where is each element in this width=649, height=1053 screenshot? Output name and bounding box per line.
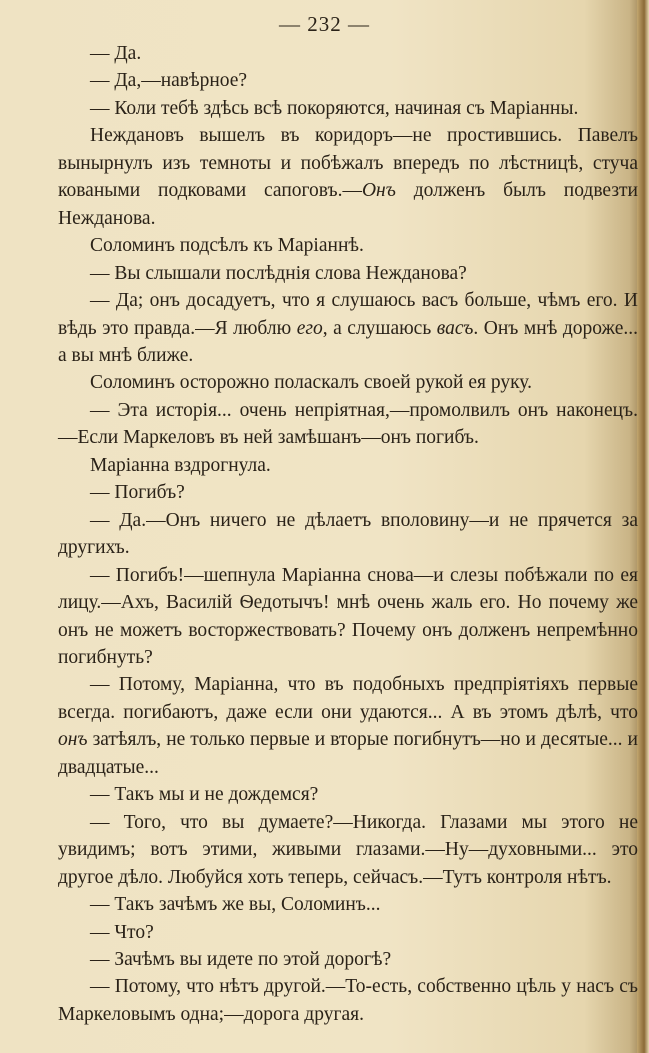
text-run: , а слушаюсь (322, 317, 437, 339)
text-run: Неждановъ вышелъ въ коридоръ—не простившись. Павелъ вынырнулъ изъ темноты и побѣжалъ впередъ по лѣстницѣ, стуча коваными подковами сапоговъ.— (58, 125, 638, 202)
text-run: — Вы слышали послѣднія слова Нежданова? (90, 262, 467, 284)
text-run: Соломинъ подсѣлъ къ Маріаннѣ. (90, 235, 364, 257)
paragraph (58, 507, 638, 562)
text-run: Маріанна вздрогнула. (90, 454, 271, 476)
text-run: — Да; онъ досадуетъ, что я слушаюсь васъ больше, чѣмъ его. И вѣдь это правда.—Я люблю (58, 290, 638, 339)
paragraph (58, 67, 638, 94)
text-run: долженъ былъ подвезти Нежданова. (58, 180, 638, 229)
text-run: Соломинъ осторожно поласкалъ своей рукой ея руку. (90, 372, 532, 394)
text-run: — Погибъ? (90, 482, 185, 504)
paragraph (58, 809, 638, 891)
text-run: — Эта исторія... очень непріятная,—промолвилъ онъ наконецъ.—Если Маркеловъ въ ней замѣшанъ—онъ погибъ. (58, 399, 638, 449)
paragraph (58, 122, 638, 232)
text-run: . Онъ мнѣ дороже... а вы мнѣ ближе. (58, 317, 638, 366)
paragraph (58, 919, 638, 946)
paragraph (58, 562, 638, 672)
text-run: затѣялъ, не только первые и вторые погибнутъ—но и десятые... и двадцатые... (58, 729, 638, 778)
text-run: — Да.—Онъ ничего не дѣлаетъ вполовину—и не прячется за другихъ. (58, 509, 638, 559)
italic-run: его (296, 317, 323, 339)
text-run: — Да,—навѣрное? (90, 70, 248, 92)
paragraph (58, 232, 638, 259)
paragraph (58, 40, 638, 67)
paragraph (58, 781, 638, 808)
text-run: — Такъ зачѣмъ же вы, Соломинъ... (90, 894, 381, 916)
paragraph (58, 452, 638, 479)
paragraph (58, 369, 638, 396)
page-edge-shadow (637, 0, 649, 1053)
text-run: — Того, что вы думаете?—Никогда. Глазами мы этого не увидимъ; вотъ этими, живыми глазами.—Ну—духовными... это другое дѣло. Любуйся хоть теперь, сейчасъ.—Тутъ контроля нѣтъ. (58, 811, 638, 888)
text-run: — Такъ мы и не дождемся? (90, 784, 319, 806)
page-number: — 232 — (279, 12, 370, 36)
paragraph (58, 946, 638, 973)
text-run: — Зачѣмъ вы идете по этой дорогѣ? (90, 948, 392, 970)
text-run: — Что? (90, 921, 154, 943)
paragraph (58, 260, 638, 287)
text-run: — Потому, что нѣтъ другой.—То-есть, собственно цѣль у насъ съ Маркеловымъ одна;—дорога другая. (58, 976, 638, 1025)
paragraph (58, 287, 638, 369)
paragraph (58, 95, 638, 122)
text-run: — Да. (90, 43, 142, 64)
paragraph (58, 973, 638, 1028)
page-text (58, 40, 638, 1028)
text-run: — Погибъ!—шепнула Маріанна снова—и слезы побѣжали по ея лицу.—Ахъ, Василій Ѳедотычъ! мнѣ очень жаль его. Но почему же онъ не можетъ восторжествовать? Почему онъ долженъ непремѣнно погибнуть? (58, 564, 638, 668)
italic-run: Онъ (361, 180, 396, 202)
italic-run: васъ (436, 317, 474, 339)
paragraph (58, 671, 638, 781)
paragraph (58, 891, 638, 918)
paragraph (58, 397, 638, 452)
paragraph (58, 479, 638, 506)
text-run: — Коли тебѣ здѣсь всѣ покоряются, начиная съ Маріанны. (90, 97, 579, 119)
text-run: — Потому, Маріанна, что въ подобныхъ предпріятіяхъ первые всегда. погибаютъ, даже если они удаются... А въ этомъ дѣлѣ, что (58, 674, 638, 723)
italic-run: онъ (58, 729, 88, 751)
